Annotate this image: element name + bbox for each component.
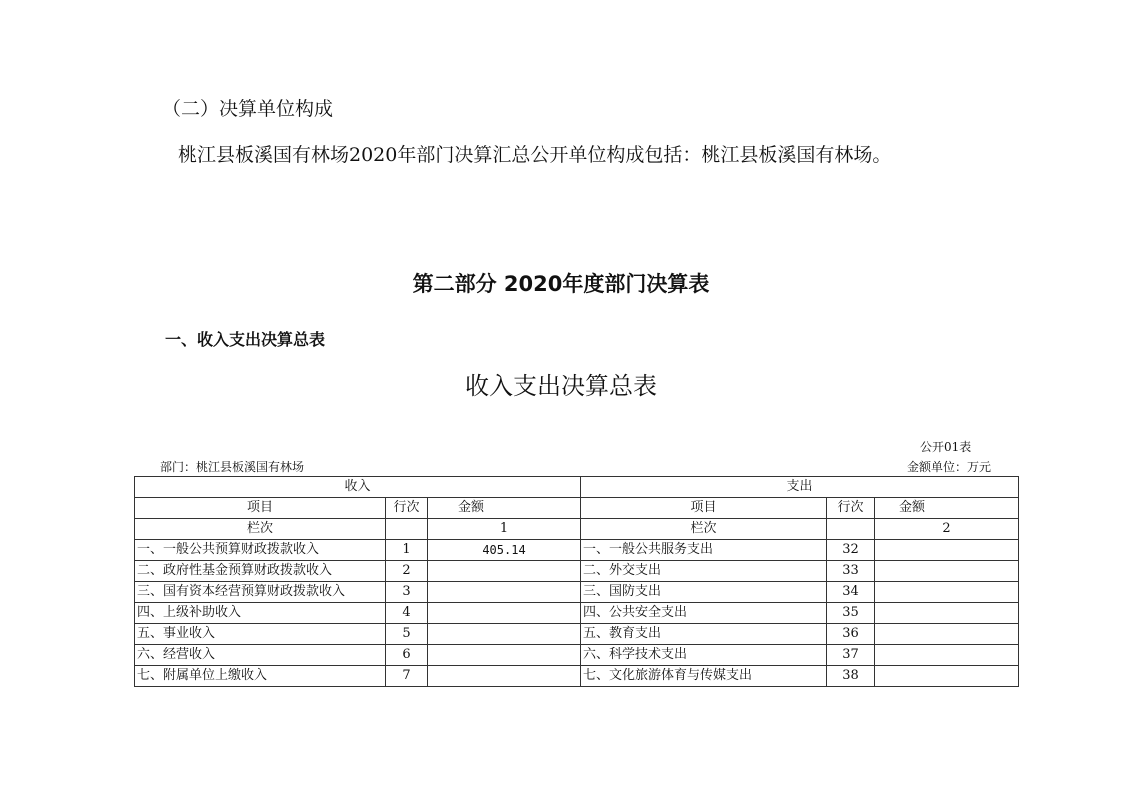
table-row xyxy=(135,666,1019,687)
expense-amount-cell xyxy=(875,603,1019,624)
income-item-cell: 二、政府性基金预算财政拨款收入 xyxy=(135,561,386,582)
expense-column-number: 2 xyxy=(875,519,1019,540)
income-row-no-cell: 3 xyxy=(386,582,428,603)
income-row-no-cell: 7 xyxy=(386,666,428,687)
expense-header: 支出 xyxy=(581,477,1019,498)
expense-amount-cell xyxy=(875,624,1019,645)
expense-row-no-cell: 36 xyxy=(827,624,875,645)
income-item-cell: 三、国有资本经营预算财政拨款收入 xyxy=(135,582,386,603)
expense-item-cell: 七、文化旅游体育与传媒支出 xyxy=(581,666,827,687)
income-item-cell: 四、上级补助收入 xyxy=(135,603,386,624)
table-column-header-row xyxy=(135,498,1019,519)
expense-amount-cell xyxy=(875,645,1019,666)
expense-item-cell: 四、公共安全支出 xyxy=(581,603,827,624)
expense-amount-header: 金额 xyxy=(875,498,1019,519)
table-row xyxy=(135,582,1019,603)
income-row-no-cell: 2 xyxy=(386,561,428,582)
income-header: 收入 xyxy=(135,477,581,498)
expense-amount-cell xyxy=(875,666,1019,687)
expense-row-no-cell: 37 xyxy=(827,645,875,666)
expense-column-label: 栏次 xyxy=(581,519,827,540)
income-row-no-cell: 6 xyxy=(386,645,428,666)
income-item-cell: 五、事业收入 xyxy=(135,624,386,645)
income-amount-cell: 405.14 xyxy=(428,540,581,561)
income-amount-cell xyxy=(428,603,581,624)
table-column-number-row xyxy=(135,519,1019,540)
income-item-cell: 六、经营收入 xyxy=(135,645,386,666)
table-row xyxy=(135,603,1019,624)
expense-amount-cell xyxy=(875,582,1019,603)
income-amount-cell xyxy=(428,582,581,603)
expense-row-no-header: 行次 xyxy=(827,498,875,519)
expense-item-cell: 五、教育支出 xyxy=(581,624,827,645)
expense-item-cell: 六、科学技术支出 xyxy=(581,645,827,666)
expense-row-no-cell: 35 xyxy=(827,603,875,624)
table-title: 收入支出决算总表 xyxy=(465,372,657,400)
expense-item-cell: 一、一般公共服务支出 xyxy=(581,540,827,561)
expense-amount-cell xyxy=(875,561,1019,582)
sub-heading: 一、收入支出决算总表 xyxy=(165,330,326,349)
part-title: 第二部分 2020年度部门决算表 xyxy=(412,272,710,296)
budget-summary-table xyxy=(134,476,1019,687)
income-row-no-header: 行次 xyxy=(386,498,428,519)
department-label: 部门：桃江县板溪国有林场 xyxy=(160,460,305,474)
table-section-header-row xyxy=(135,477,1019,498)
income-row-no-cell: 1 xyxy=(386,540,428,561)
income-row-no-cell: 5 xyxy=(386,624,428,645)
form-number: 公开01表 xyxy=(920,440,972,454)
income-amount-cell xyxy=(428,561,581,582)
expense-item-header: 项目 xyxy=(581,498,827,519)
table-row xyxy=(135,540,1019,561)
expense-row-no-cell: 34 xyxy=(827,582,875,603)
table-row xyxy=(135,561,1019,582)
income-item-cell: 一、一般公共预算财政拨款收入 xyxy=(135,540,386,561)
body-paragraph: 桃江县板溪国有林场2020年部门决算汇总公开单位构成包括：桃江县板溪国有林场。 xyxy=(178,144,892,166)
table-row xyxy=(135,645,1019,666)
expense-amount-cell xyxy=(875,540,1019,561)
table-row xyxy=(135,624,1019,645)
expense-item-cell: 三、国防支出 xyxy=(581,582,827,603)
expense-column-blank xyxy=(827,519,875,540)
expense-row-no-cell: 33 xyxy=(827,561,875,582)
income-amount-cell xyxy=(428,666,581,687)
income-amount-cell xyxy=(428,645,581,666)
expense-row-no-cell: 32 xyxy=(827,540,875,561)
income-column-blank xyxy=(386,519,428,540)
unit-label: 金额单位：万元 xyxy=(907,460,992,474)
income-row-no-cell: 4 xyxy=(386,603,428,624)
section-heading: （二）决算单位构成 xyxy=(162,98,334,120)
income-amount-header: 金额 xyxy=(428,498,581,519)
expense-row-no-cell: 38 xyxy=(827,666,875,687)
income-item-header: 项目 xyxy=(135,498,386,519)
income-item-cell: 七、附属单位上缴收入 xyxy=(135,666,386,687)
income-amount-cell xyxy=(428,624,581,645)
income-column-label: 栏次 xyxy=(135,519,386,540)
expense-item-cell: 二、外交支出 xyxy=(581,561,827,582)
income-column-number: 1 xyxy=(428,519,581,540)
